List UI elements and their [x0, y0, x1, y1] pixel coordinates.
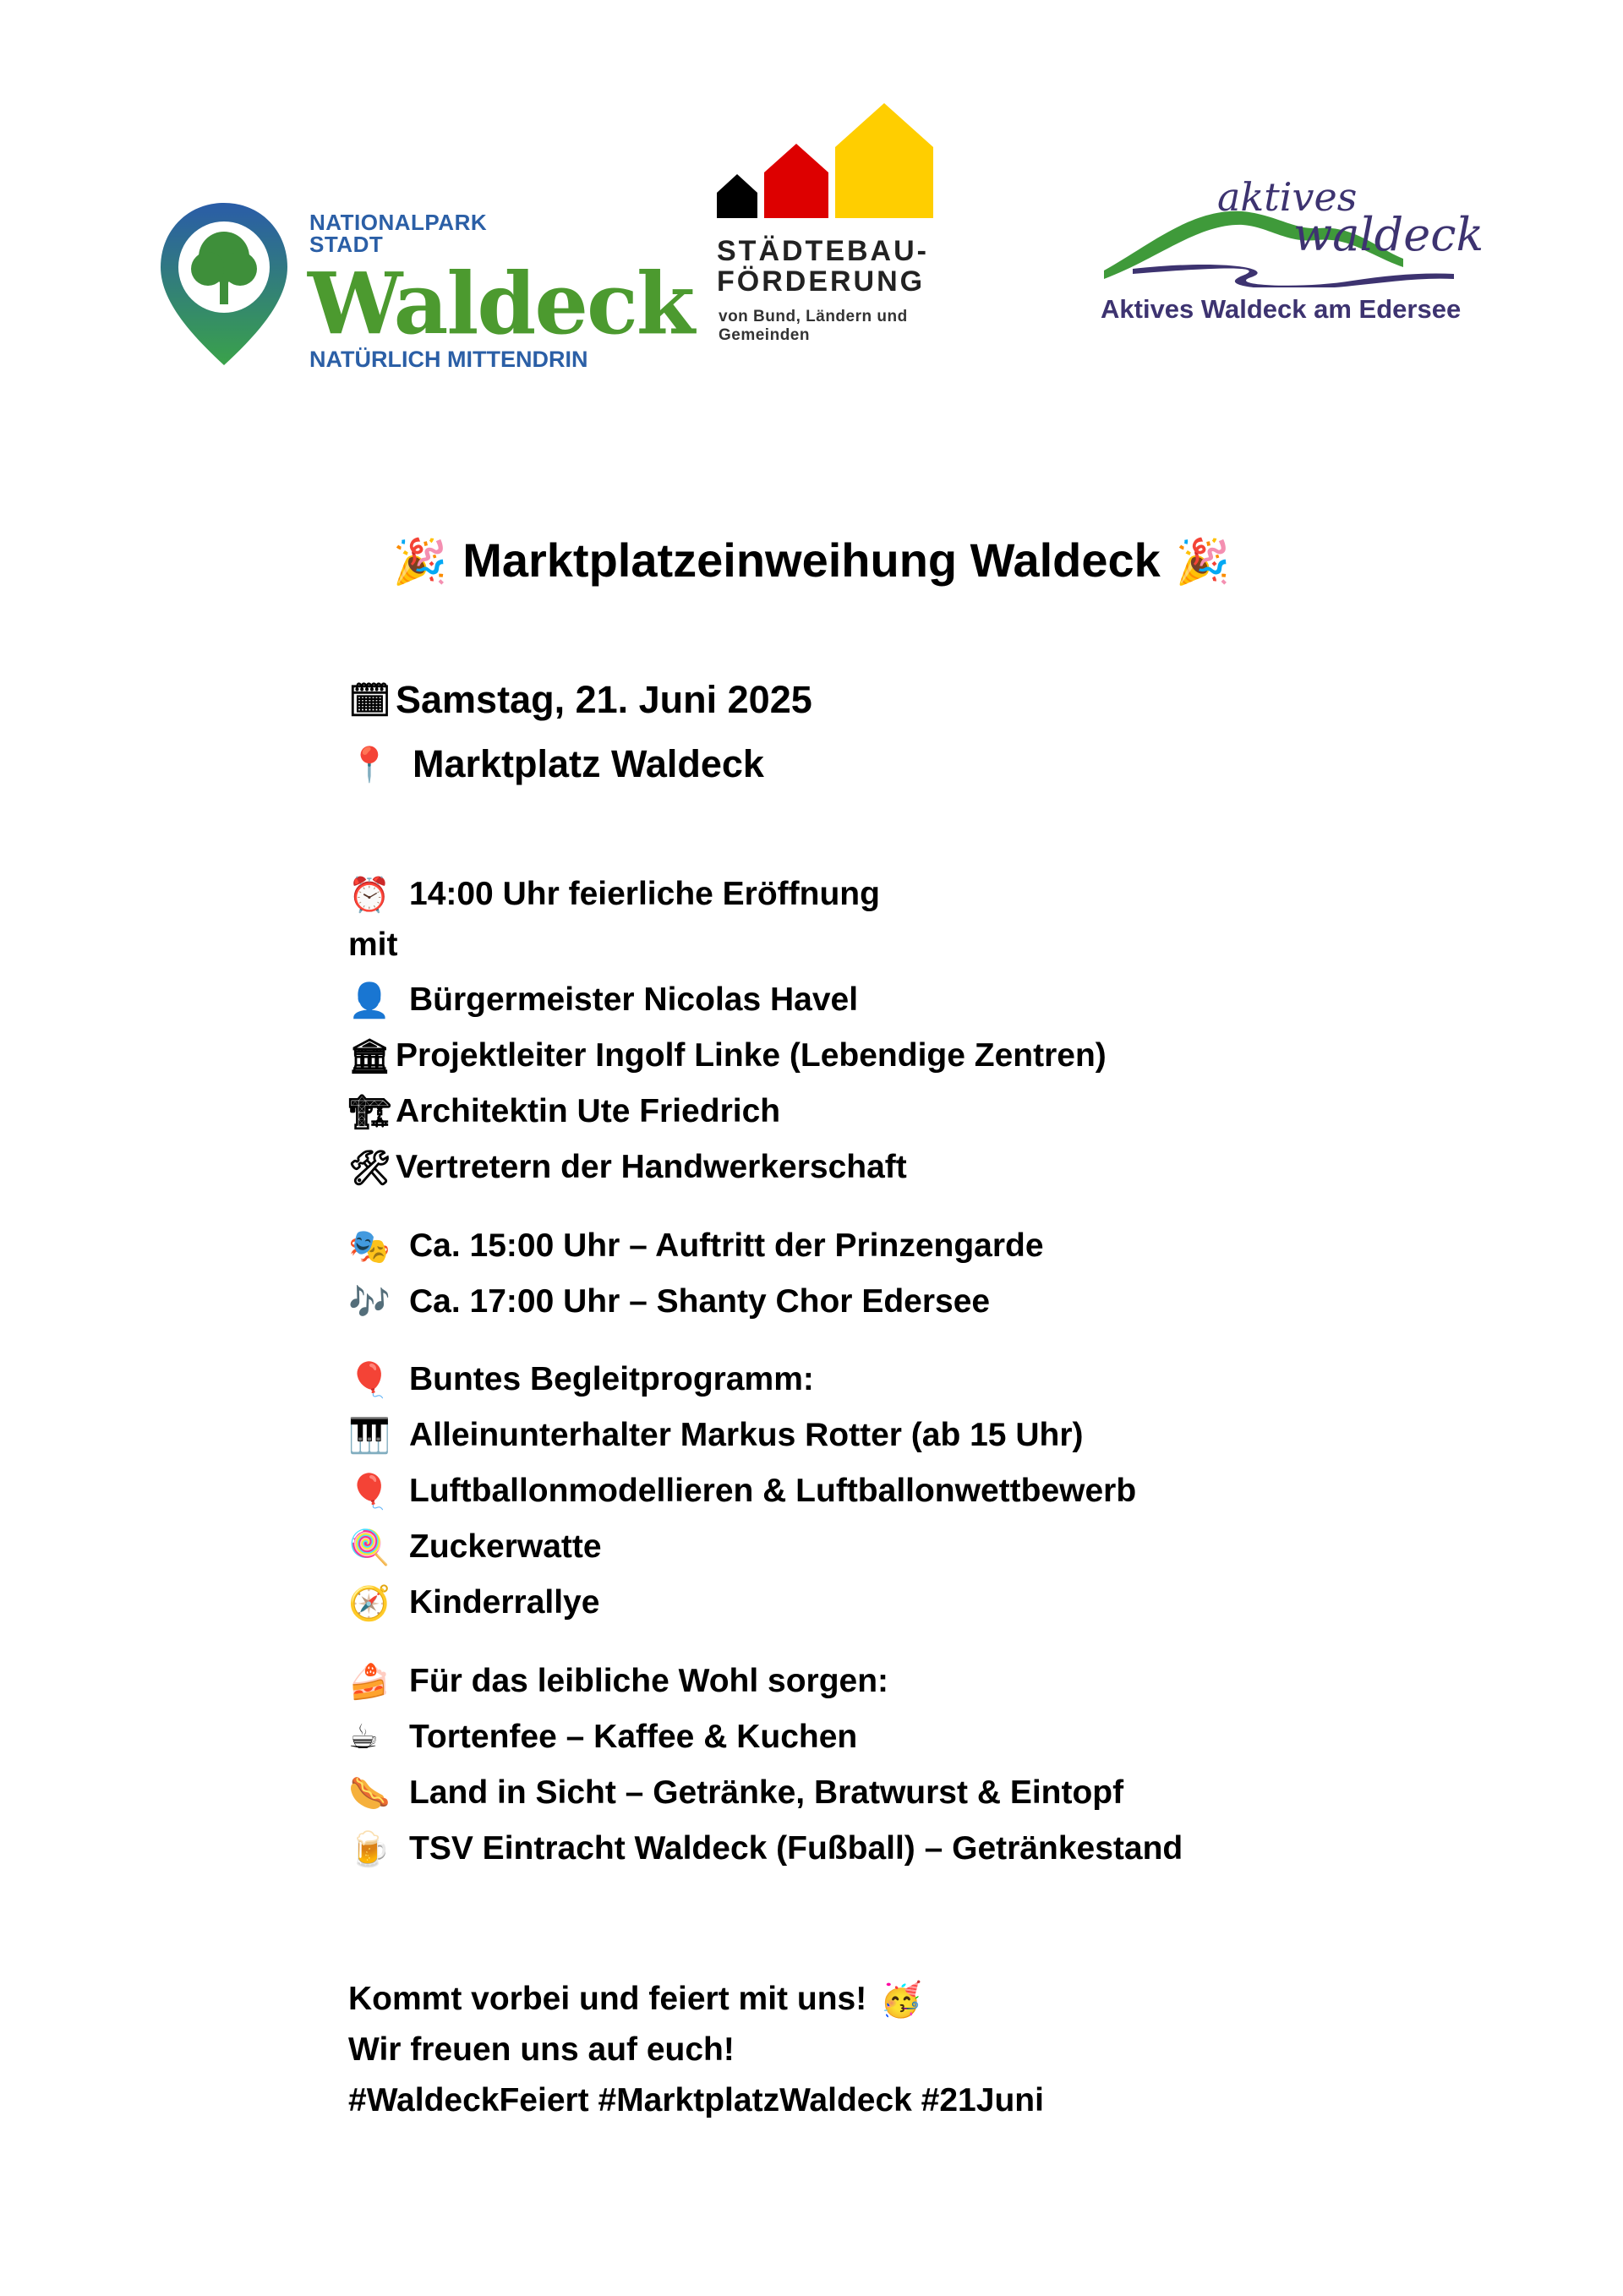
food-heading-text: Für das leibliche Wohl sorgen:	[409, 1663, 889, 1699]
stadt-tagline: NATÜRLICH MITTENDRIN	[309, 347, 588, 372]
list-item	[348, 976, 858, 1024]
list-item	[348, 1468, 1136, 1515]
list-item	[348, 1579, 599, 1626]
classical-building-icon: 🏛	[348, 1036, 391, 1076]
list-item	[348, 1523, 602, 1571]
construction-icon: 🏗	[348, 1092, 391, 1132]
event-date-text: Samstag, 21. Juni 2025	[396, 678, 812, 721]
with-text: mit	[348, 927, 398, 963]
staedtebau-line2: FÖRDERUNG	[717, 265, 926, 298]
list-item-text: Zuckerwatte	[409, 1528, 602, 1565]
calendar-icon: 🗓	[348, 681, 391, 720]
stadt-label: STADT	[309, 232, 384, 257]
closing-line1-text: Kommt vorbei und feiert mit uns!	[348, 1981, 867, 2017]
aktives-word: aktives	[1217, 174, 1358, 220]
staedtebau-line1: STÄDTEBAU-	[717, 235, 929, 267]
opening-text: 14:00 Uhr feierliche Eröffnung	[409, 876, 880, 912]
cake-icon: 🍰	[348, 1662, 391, 1702]
balloon-icon: 🎈	[348, 1360, 391, 1400]
food-heading	[348, 1658, 888, 1705]
list-item	[348, 1278, 990, 1326]
program-heading	[348, 1356, 814, 1403]
hashtags-text: #WaldeckFeiert #MarktplatzWaldeck #21Juni	[348, 2082, 1044, 2118]
party-face-icon: 🥳	[880, 1980, 923, 2020]
beer-mug-icon: 🍺	[348, 1829, 391, 1869]
list-item	[348, 1144, 907, 1191]
list-item-text: Kinderrallye	[409, 1584, 600, 1621]
list-item	[348, 1825, 1183, 1872]
theater-masks-icon: 🎭	[348, 1227, 391, 1266]
staedtebau-sub2: Gemeinden	[719, 326, 810, 344]
closing-line2-text: Wir freuen uns auf euch!	[348, 2031, 735, 2068]
list-item-text: Tortenfee – Kaffee & Kuchen	[409, 1719, 858, 1755]
list-item-text: Vertretern der Handwerkerschaft	[396, 1149, 907, 1185]
lollipop-icon: 🍭	[348, 1528, 391, 1567]
list-item-text: Ca. 17:00 Uhr – Shanty Chor Edersee	[409, 1283, 991, 1320]
musical-notes-icon: 🎶	[348, 1282, 391, 1322]
program-heading-text: Buntes Begleitprogramm:	[409, 1361, 814, 1397]
list-item	[348, 1769, 1123, 1817]
keyboard-icon: 🎹	[348, 1416, 391, 1456]
houses-icon	[717, 100, 937, 218]
opening-line	[348, 871, 880, 918]
alarm-clock-icon: ⏰	[348, 875, 391, 915]
closing-line2	[348, 2026, 735, 2074]
list-item-text: Projektleiter Ingolf Linke (Lebendige Zentren)	[396, 1037, 1107, 1074]
list-item	[348, 1032, 1107, 1080]
list-item-text: Bürgermeister Nicolas Havel	[409, 981, 859, 1018]
list-item-text: Architektin Ute Friedrich	[396, 1093, 781, 1129]
list-item-text: Ca. 15:00 Uhr – Auftritt der Prinzengarde	[409, 1227, 1044, 1264]
list-item	[348, 1222, 1044, 1270]
list-item	[348, 1088, 780, 1135]
party-popper-icon: 🎉	[1175, 537, 1231, 588]
list-item-text: Alleinunterhalter Markus Rotter (ab 15 Uhr)	[409, 1417, 1084, 1453]
list-item	[348, 1412, 1083, 1459]
hot-dog-icon: 🌭	[348, 1774, 391, 1813]
nationalpark-label: NATIONALPARK	[309, 210, 488, 235]
person-icon: 👤	[348, 981, 391, 1020]
event-place-text: Marktplatz Waldeck	[413, 742, 764, 785]
party-popper-icon: 🎉	[392, 537, 448, 588]
coffee-icon: ☕	[348, 1718, 379, 1757]
waldeck-word: waldeck	[1293, 208, 1484, 261]
hammer-wrench-icon: 🛠	[348, 1148, 391, 1188]
waldeck-wordmark: Waldeck	[308, 254, 694, 353]
title-text: Marktplatzeinweihung Waldeck	[462, 533, 1161, 587]
opening-with	[348, 921, 398, 969]
list-item-text: Land in Sicht – Getränke, Bratwurst & Eintopf	[409, 1774, 1124, 1811]
staedtebau-sub1: von Bund, Ländern und	[719, 308, 908, 325]
event-date	[348, 676, 812, 724]
hashtags	[348, 2077, 1044, 2124]
page-title	[0, 533, 1623, 588]
balloon-icon: 🎈	[348, 1472, 391, 1512]
pin-icon: 📍	[348, 745, 391, 784]
event-place	[348, 741, 764, 788]
list-item-text: Luftballonmodellieren & Luftballonwettbewerb	[409, 1473, 1137, 1509]
compass-icon: 🧭	[348, 1583, 391, 1623]
aktives-caption: Aktives Waldeck am Edersee	[1101, 294, 1462, 324]
list-item	[348, 1714, 857, 1761]
closing-line1	[348, 1976, 927, 2023]
list-item-text: TSV Eintracht Waldeck (Fußball) – Getränkestand	[409, 1830, 1183, 1867]
tree-pin-icon	[157, 200, 291, 369]
